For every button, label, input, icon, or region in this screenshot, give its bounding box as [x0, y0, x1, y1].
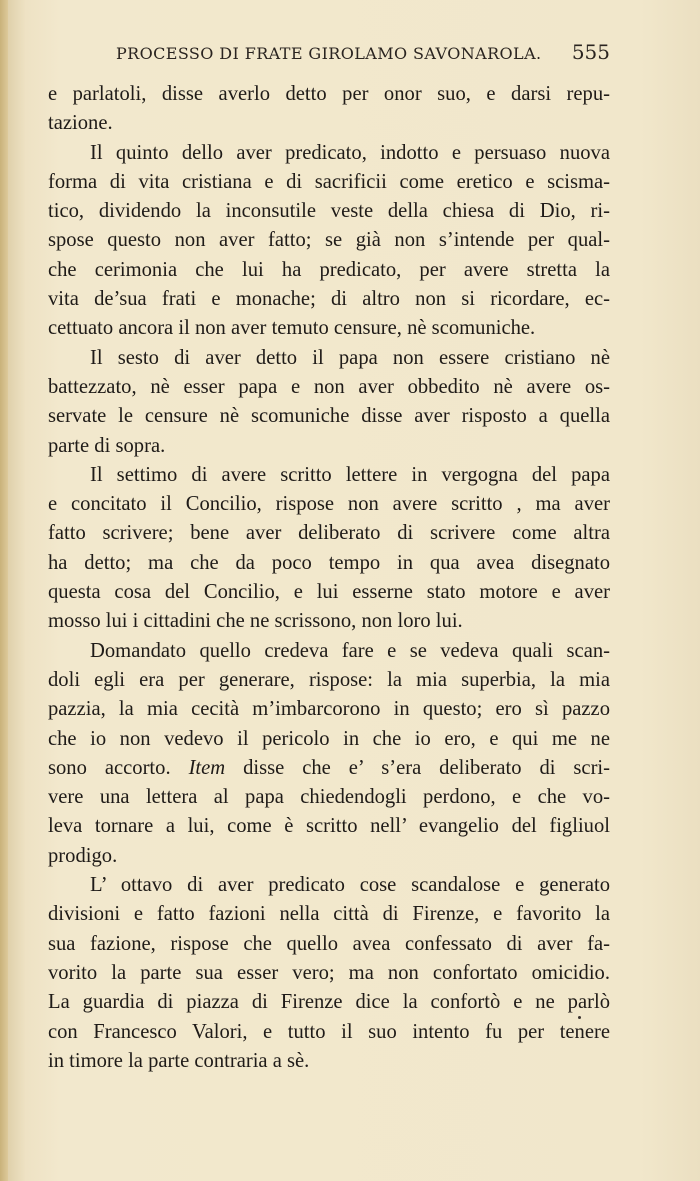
page-gutter: [0, 0, 8, 1181]
text-line: vere una lettera al papa chiedendogli perdono, e che vo-: [48, 786, 610, 809]
italic-term: Item: [188, 756, 226, 779]
text-line: cettuato ancora il non aver temuto censure, nè scomuniche.: [48, 317, 536, 340]
text-run: disse che e’ s’era deliberato di scri-: [225, 756, 611, 779]
text-line: tazione.: [48, 112, 113, 135]
text-line: Il sesto di aver detto il papa non essere cristiano nè: [90, 346, 610, 369]
text-line: prodigo.: [48, 844, 118, 867]
ink-speck: [578, 1016, 581, 1019]
text-run: sono accorto.: [48, 756, 189, 779]
text-line: vorito la parte sua esser vero; ma non confortato omicidio.: [48, 961, 610, 984]
text-line: forma di vita cristiana e di sacrificii come eretico e scisma-: [48, 170, 610, 193]
text-line: La guardia di piazza di Firenze dice la confortò e ne parlò: [48, 991, 610, 1014]
text-line: ha detto; ma che da poco tempo in qua avea disegnato: [48, 551, 610, 574]
text-line: e concitato il Concilio, rispose non avere scritto , ma aver: [48, 493, 610, 516]
text-line: Domandato quello credeva fare e se vedeva quali scan-: [90, 639, 610, 662]
text-line: leva tornare a lui, come è scritto nell’ evangelio del figliuol: [48, 815, 610, 838]
text-line: servate le censure nè scomuniche disse aver risposto a quella: [48, 405, 610, 428]
page-number: 555: [571, 40, 610, 64]
text-line: divisioni e fatto fazioni nella città di Firenze, e favorito la: [48, 903, 610, 926]
text-line: che cerimonia che lui ha predicato, per avere stretta la: [48, 258, 610, 281]
running-title: PROCESSO DI FRATE GIROLAMO SAVONAROLA.: [116, 44, 542, 63]
text-line: Il quinto dello aver predicato, indotto e persuaso nuova: [90, 141, 610, 164]
text-line: con Francesco Valori, e tutto il suo intento fu per tenere: [48, 1020, 610, 1043]
text-line: questa cosa del Concilio, e lui esserne stato motore e aver: [48, 581, 610, 604]
text-line: doli egli era per generare, rispose: la mia superbia, la mia: [48, 668, 610, 691]
text-line: che io non vedevo il pericolo in che io ero, e qui me ne: [48, 727, 610, 750]
text-line: spose questo non aver fatto; se già non s’intende per qual-: [48, 229, 610, 252]
page-header: [48, 40, 610, 70]
text-line: fatto scrivere; bene aver deliberato di scrivere come altra: [48, 522, 610, 545]
body-text: [48, 80, 610, 1076]
text-line: battezzato, nè esser papa e non aver obbedito nè avere os-: [48, 375, 610, 398]
text-line: sua fazione, rispose che quello avea confessato di aver fa-: [48, 932, 610, 955]
text-line: L’ ottavo di aver predicato cose scandalose e generato: [90, 874, 610, 897]
text-line: tico, dividendo la inconsutile veste della chiesa di Dio, ri-: [48, 200, 610, 223]
text-line: e parlatoli, disse averlo detto per onor suo, e darsi repu-: [48, 83, 610, 105]
text-line: Il settimo di avere scritto lettere in vergogna del papa: [90, 463, 610, 486]
text-line: pazzia, la mia cecità m’imbarcorono in questo; ero sì pazzo: [48, 698, 610, 721]
text-line: parte di sopra.: [48, 434, 166, 457]
text-line: [48, 754, 610, 783]
text-line: vita de’sua frati e monache; di altro non si ricordare, ec-: [48, 288, 610, 311]
text-line: in timore la parte contraria a sè.: [48, 1049, 310, 1072]
text-line: mosso lui i cittadini che ne scrissono, non loro lui.: [48, 610, 463, 633]
